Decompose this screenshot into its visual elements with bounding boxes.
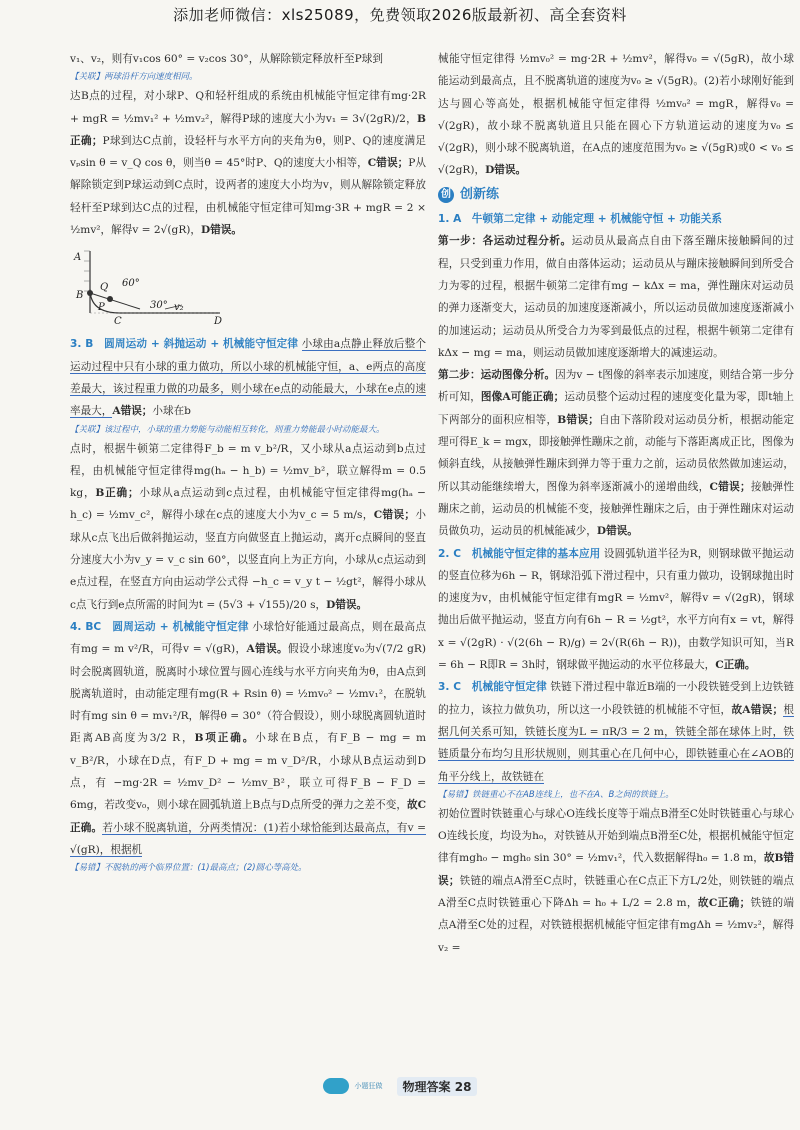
innovation-practice-heading: 创 创新练: [438, 184, 794, 206]
paragraph: 械能守恒定律得 ½mv₀² = mg·2R + ½mv²，解得v₀ = √(5gR)，故小球能运动到最高点，且不脱离轨道的速度为v₀ ≥ √(5gR)。(2)若小球刚好能到达与圆心等高处，根据机械能守恒定律得 ½mv₀² = mgR，解得v₀ = √(2gR)，故小球不脱离轨道且只能在圆心下方轨道运动的速度为v₀ ≤ √(2gR)，则小球不脱离轨道，在A点的速度范围为v₀ ≥ √(5gR)或0 < v₀ ≤ √(2gR)，D错误。: [438, 53, 794, 177]
handwritten-note: 【易错】铁链重心不在AB连线上，也不在A、B之间的铁链上。: [438, 789, 674, 800]
paragraph: 点时，根据牛顿第二定律得F_b = m v_b²/R，又小球从a点运动到b点过程，由机械能守恒定律得mg(hₐ − h_b) = ½mv_b²，联立解得m = 0.5 kg，B正确；小球从a点运动到c点过程，由机械能守恒定律得mg(hₐ − h_c) = ½mv_c²，解得小球在c点的速度大小为v_c = 5 m/s，C错误；小球从c点飞出后做斜抛运动，竖直方向做竖直上抛运动，离开c点瞬间的竖直分速度大小为v_y = v_c sin 60°，以竖直向上为正方向，小球从c点运动到e点过程，在竖直方向由运动学公式得 −h_c = v_y t − ½gt²，解得小球从c点飞行到e点所需的时间为t = (5√3 + √155)/20 s，D错误。: [70, 442, 426, 611]
section-heading: 1. A 牛顿第二定律 + 动能定理 + 机械能守恒 + 功能关系: [438, 213, 722, 226]
point-label-p: P: [98, 302, 105, 314]
section-heading: 3. C 机械能守恒定律: [438, 681, 547, 694]
page-footer: [0, 1074, 800, 1098]
section-heading: 4. BC 圆周运动 + 机械能守恒定律: [70, 620, 249, 633]
point-label-a: A: [74, 252, 82, 264]
brand-name: 小题狂做: [354, 1082, 383, 1090]
handwritten-note: 【关联】该过程中，小球的重力势能与动能相互转化，则重力势能最小时动能最大。: [70, 424, 385, 435]
paragraph: 初始位置时铁链重心与球心O连线长度等于端点B滑至C处时铁链重心与球心O连线长度，均设为h₀，对铁链从开始到端点B滑至C处，根据机械能守恒定律有mgh₀ − mgh₀ sin 30° = ½mv₁²，代入数据解得h₀ = 1.8 m，故B错误；铁链的端点A滑至C点时，铁链重心在C点正下方L/2处，则铁链的端点A滑至C点时铁链重心下降Δh = h₀ + L/2 = 2.8 m，故C正确；铁链的端点A滑至C处的过程，对铁链根据机械能守恒定律有mgΔh = ½mv₂²，解得v₂ =: [438, 807, 795, 954]
promo-banner: 添加老师微信：xls25089，免费领取2026版最新初、高全套资料: [173, 6, 627, 24]
handwritten-note: 【关联】两球沿杆方向速度相同。: [70, 72, 198, 83]
right-column: [438, 48, 794, 959]
handwritten-note: 【易错】不脱轨的两个临界位置：(1)最高点；(2)圆心等高处。: [70, 863, 307, 874]
brand-logo-icon: [323, 1078, 349, 1094]
section-heading: 2. C 机械能守恒定律的基本应用: [438, 547, 601, 560]
angle-label-30: 30°: [150, 300, 168, 312]
point-label-d: D: [214, 316, 223, 328]
paragraph: 3. C 机械能守恒定律 铁链下滑过程中靠近B端的一小段铁链受到上边铁链的拉力，该拉力做负功，所以这一小段铁链的机械能不守恒，故A错误；根据几何关系可知，铁链长度为L = πR/3 = 2 m，铁链全部在球体上时，铁链质量分布均匀且形状规则，则其重心在几何中心，即铁链重心在∠AOB的角平分线上，故铁链在: [438, 681, 795, 783]
point-label-q: Q: [100, 282, 109, 294]
paragraph: 4. BC 圆周运动 + 机械能守恒定律 小球恰好能通过最高点，则在最高点有mg = m v²/R，可得v = √(gR)，A错误。假设小球速度v₀为√(7/2 gR)时会脱离圆轨道，脱离时小球位置与圆心连线与水平方向夹角为θ，由A点到脱离轨道时，由动能定理有mg(R + Rsin θ) = ½mv₀² − ½mv₁²，在脱轨时有mg sin θ = mv₁²/R，解得θ = 30°（符合假设），则小球脱离圆轨道时距离AB高度为3/2 R，B项正确。小球在B点，有F_B − mg = m v_B²/R，小球在D点，有F_D + mg = m v_D²/R，小球从B点运动到D点，有 −mg·2R = ½mv_D² − ½mv_B²，联立可得F_B − F_D = 6mg，若改变v₀，则小球在圆弧轨道上B点与D点所受的弹力之差不变，故C正确。若小球不脱离轨道，分两类情况：(1)若小球恰能到达最高点，有v = √(gR)，根据机: [70, 620, 427, 856]
paragraph: 达B点的过程，对小球P、Q和轻杆组成的系统由机械能守恒定律有mg·2R + mgR = ½mv₁² + ½mv₂²，解得P球的速度大小为v₁ = 3√(2gR)/2，B正确；P球到达C点前，设轻杆与水平方向的夹角为θ，则P、Q的速度满足vₚsin θ = v_Q cos θ，则当θ = 45°时P、Q的速度大小相等，C错误；P从解除锁定到P球运动到C点时，设两者的速度大小均为v，则从解除锁定释放轻杆至P球到达C点的过程，由机械能守恒定律可知mg·3R + mgR = 2 × ½mv²，解得v = 2√(gR)，D错误。: [70, 90, 426, 237]
track-figure: [70, 247, 426, 328]
point-label-c: C: [114, 316, 122, 328]
paragraph: 3. B 圆周运动 + 斜抛运动 + 机械能守恒定律 小球由a点静止释放后整个运动过程中只有小球的重力做功，所以小球的机械能守恒，a、e两点的高度差最大，该过程重力做的功最多，则小球在e点的动能最大，小球在e点的速率最大，A错误；小球在b: [70, 338, 426, 418]
paragraph: 2. C 机械能守恒定律的基本应用 设圆弧轨道半径为R，则钢球做平抛运动的竖直位移为6h − R，钢球沿弧下滑过程中，只有重力做功，设钢球抛出时的速度为v，由机械能守恒定律有mgR = ½mv²，解得v = √(2gR)，钢球抛出后做平抛运动，竖直方向有6h − R = ½gt²，水平方向有x = vt，解得x = √(2gR) · √(2(6h − R)/g) = 2√(R(6h − R))，由数学知识可知，当R = 6h − R即R = 3h时，钢球做平抛运动的水平位移最大，C正确。: [438, 547, 795, 672]
section-heading: 3. B 圆周运动 + 斜抛运动 + 机械能守恒定律: [70, 338, 299, 351]
point-label-b: B: [76, 290, 84, 302]
page-number-label: 物理答案 28: [397, 1077, 478, 1096]
paragraph: 第二步：运动图像分析。因为v − t图像的斜率表示加速度，则结合第一步分析可知，图像A可能正确；运动员整个运动过程的速度变化量为零，即t轴上下两部分的面积应相等，B错误；自由下落阶段对运动员分析，根据动能定理可得E_k = mgx，即接触弹性蹦床之前，动能与下落距离成正比，图像为倾斜直线，从接触弹性蹦床到弹力等于重力之前，运动员依然做加速运动，所以其动能继续增大，图像为斜率逐渐减小的递增曲线，C错误；接触弹性蹦床之前，运动员的机械能不变，接触弹性蹦床之后，由于弹性蹦床对运动员做负功，运动员的机械能减少，D错误。: [438, 369, 795, 538]
angle-label-60: 60°: [122, 278, 140, 290]
innovation-icon: 创: [438, 187, 454, 203]
left-column: [70, 48, 426, 876]
paragraph: v₁、v₂，则有v₁cos 60° = v₂cos 30°，从解除锁定释放杆至P球到: [70, 53, 383, 65]
paragraph: 1. A 牛顿第二定律 + 动能定理 + 机械能守恒 + 功能关系 第一步：各运动过程分析。运动员从最高点自由下落至蹦床接触瞬间的过程，只受到重力作用，做自由落体运动；运动员从与蹦床接触瞬间到所受合力为零的过程，根据牛顿第二定律有mg − kΔx = ma，弹性蹦床对运动员的弹力逐渐变大，运动员的加速度逐渐减小，所以运动员做加速度逐渐减小的加速运动；运动员从所受合力为零到最低点的过程，根据牛顿第二定律有kΔx − mg = ma，则运动员做加速度逐渐增大的减速运动。: [438, 213, 795, 359]
velocity-label-v2: v₂: [174, 302, 184, 314]
